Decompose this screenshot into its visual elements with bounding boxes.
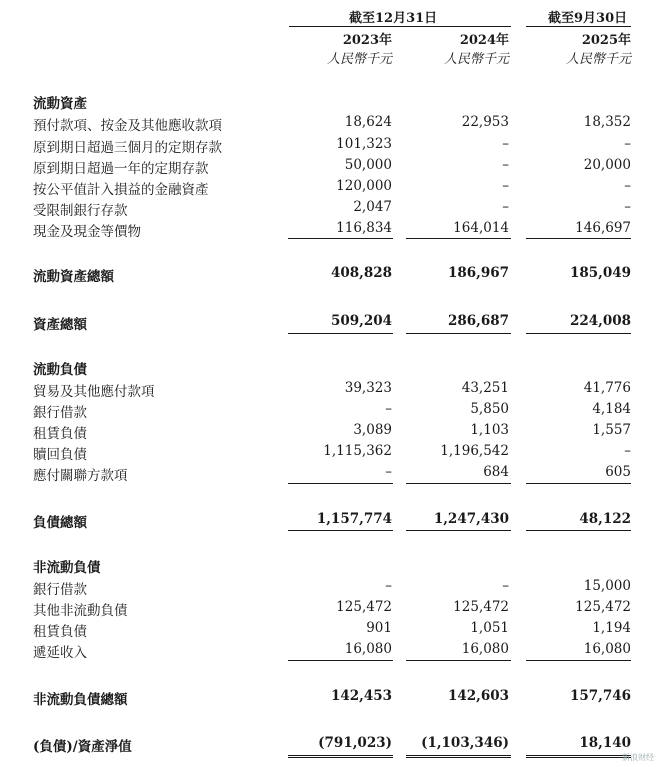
row-label: 現金及現金等價物	[33, 224, 141, 240]
value-2024: (1,103,346)	[421, 735, 509, 751]
value-2025: 1,194	[592, 620, 631, 636]
row-label: 銀行借款	[33, 405, 87, 421]
value-2024: 164,014	[453, 220, 509, 236]
value-2025: 605	[605, 464, 631, 480]
value-2025: 48,122	[579, 511, 631, 527]
value-2025: 1,557	[592, 422, 631, 438]
value-2023: 101,323	[336, 136, 392, 152]
value-2025: 20,000	[583, 157, 631, 173]
grand-total-double-rule	[406, 755, 511, 758]
year-2024: 2024年	[459, 33, 509, 48]
row-label: 流動資產	[33, 96, 87, 112]
value-2023: 39,323	[344, 380, 392, 396]
row-label: 租賃負債	[33, 426, 87, 442]
row-label: 按公平值計入損益的金融資產	[33, 182, 209, 198]
value-2025: 16,080	[583, 641, 631, 657]
value-2025: 125,472	[575, 599, 631, 615]
value-2024: 5,850	[470, 401, 509, 417]
year-2025: 2025年	[581, 33, 631, 48]
row-label: 負債總額	[33, 515, 87, 531]
value-2025: 224,008	[569, 313, 631, 329]
row-label: 流動資產總額	[33, 269, 114, 285]
unit-2025: 人民幣千元	[565, 52, 631, 67]
value-2024: 286,687	[447, 313, 509, 329]
total-rule	[406, 333, 511, 334]
row-label: 預付款項、按金及其他應收款項	[33, 118, 222, 134]
total-rule	[526, 333, 631, 334]
value-2024: –	[502, 578, 509, 594]
value-2023: (791,023)	[318, 735, 392, 751]
value-2025: 157,746	[569, 688, 631, 704]
header-rule-sep30	[526, 26, 631, 27]
value-2025: 18,352	[583, 114, 631, 130]
value-2023: 50,000	[344, 157, 392, 173]
value-2025: –	[624, 443, 631, 459]
grand-total-double-rule	[288, 755, 393, 758]
value-2024: 125,472	[453, 599, 509, 615]
subtotal-rule	[406, 483, 511, 484]
value-2023: 2,047	[353, 199, 392, 215]
year-2023: 2023年	[342, 33, 392, 48]
subtotal-rule	[288, 660, 393, 661]
row-label: 遞延收入	[33, 645, 87, 661]
unit-2024: 人民幣千元	[443, 52, 509, 67]
value-2024: –	[502, 199, 509, 215]
unit-2023: 人民幣千元	[326, 52, 392, 67]
row-label: (負債)/資產淨值	[33, 739, 132, 755]
value-2024: 1,103	[470, 422, 509, 438]
value-2023: 116,834	[336, 220, 392, 236]
row-label: 銀行借款	[33, 582, 87, 598]
value-2023: 120,000	[336, 178, 392, 194]
row-label: 其他非流動負債	[33, 603, 128, 619]
value-2024: 22,953	[461, 114, 509, 130]
row-label: 原到期日超過三個月的定期存款	[33, 140, 222, 156]
subtotal-rule	[526, 483, 631, 484]
row-label: 受限制銀行存款	[33, 203, 128, 219]
value-2025: 15,000	[583, 578, 631, 594]
subtotal-rule	[406, 238, 511, 239]
value-2023: 408,828	[330, 265, 392, 281]
row-label: 原到期日超過一年的定期存款	[33, 161, 209, 177]
value-2023: 142,453	[330, 688, 392, 704]
value-2025: 18,140	[579, 735, 631, 751]
row-label: 贖回負債	[33, 447, 87, 463]
row-label: 貿易及其他應付款項	[33, 384, 155, 400]
value-2024: 684	[483, 464, 509, 480]
header-sep30: 截至9月30日	[548, 11, 628, 26]
row-label: 應付關聯方款項	[33, 468, 128, 484]
header-rule-dec31	[289, 26, 511, 27]
value-2023: 125,472	[336, 599, 392, 615]
value-2023: 509,204	[330, 313, 392, 329]
value-2025: –	[624, 136, 631, 152]
total-rule	[288, 530, 393, 531]
value-2024: 1,051	[470, 620, 509, 636]
value-2023: 3,089	[353, 422, 392, 438]
value-2024: 142,603	[447, 688, 509, 704]
subtotal-rule	[406, 660, 511, 661]
value-2025: –	[624, 178, 631, 194]
value-2025: 41,776	[583, 380, 631, 396]
value-2023: 1,115,362	[323, 443, 392, 459]
value-2024: 1,196,542	[440, 443, 509, 459]
value-2024: 1,247,430	[433, 511, 509, 527]
value-2025: 4,184	[592, 401, 631, 417]
value-2023: 16,080	[344, 641, 392, 657]
value-2023: –	[385, 464, 392, 480]
subtotal-rule	[288, 483, 393, 484]
value-2025: 146,697	[575, 220, 631, 236]
value-2023: 901	[366, 620, 392, 636]
value-2023: 18,624	[344, 114, 392, 130]
header-dec31: 截至12月31日	[349, 11, 438, 26]
row-label: 租賃負債	[33, 624, 87, 640]
value-2024: –	[502, 136, 509, 152]
value-2024: 186,967	[447, 265, 509, 281]
subtotal-rule	[526, 238, 631, 239]
value-2025: 185,049	[569, 265, 631, 281]
value-2024: –	[502, 157, 509, 173]
row-label: 資產總額	[33, 317, 87, 333]
row-label: 非流動負債	[33, 560, 101, 576]
value-2023: –	[385, 578, 392, 594]
value-2023: –	[385, 401, 392, 417]
subtotal-rule	[288, 238, 393, 239]
grand-total-double-rule	[526, 755, 631, 758]
value-2024: 16,080	[461, 641, 509, 657]
value-2025: –	[624, 199, 631, 215]
row-label: 流動負債	[33, 362, 87, 378]
watermark-logo: 新浪财经	[622, 753, 654, 762]
total-rule	[406, 530, 511, 531]
subtotal-rule	[526, 660, 631, 661]
value-2024: –	[502, 178, 509, 194]
value-2024: 43,251	[461, 380, 509, 396]
total-rule	[288, 333, 393, 334]
total-rule	[526, 530, 631, 531]
value-2023: 1,157,774	[316, 511, 392, 527]
row-label: 非流動負債總額	[33, 692, 128, 708]
